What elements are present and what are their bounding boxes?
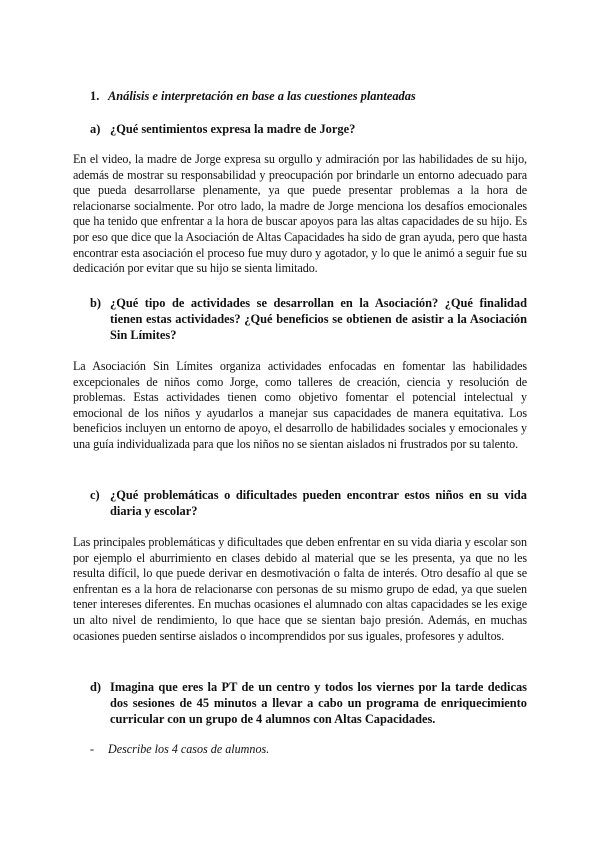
question-a bbox=[90, 121, 527, 137]
question-label: d) bbox=[90, 680, 102, 694]
question-label: a) bbox=[90, 122, 101, 136]
section-title: Análisis e interpretación en base a las cuestiones planteadas bbox=[108, 89, 416, 103]
answer-paragraph-b: La Asociación Sin Límites organiza actividades enfocadas en fomentar las habilidades excepcionales de niños como Jorge, como talleres de creación, ciencia y resolución de problemas. Estas actividades tienen como objetivo fomentar el potencial intelectual y emocional de los niños y ayudarlos a manejar sus capacidades de manera equitativa. Los beneficios incluyen un entorno de apoyo, el desarrollo de habilidades sociales y emocionales y una guía individualizada para que los niños no se sientan aislados ni frustrados por su talento. bbox=[73, 359, 527, 451]
section-heading bbox=[90, 88, 530, 104]
question-text: ¿Qué sentimientos expresa la madre de Jorge? bbox=[110, 122, 356, 136]
bullet-item bbox=[90, 742, 269, 758]
question-text: Imagina que eres la PT de un centro y todos los viernes por la tarde dedicas dos sesiones de 45 minutos a llevar a cabo un programa de enriquecimiento curricular con un grupo de 4 alumnos con Altas Capacidades. bbox=[110, 680, 527, 727]
answer-paragraph-a: En el video, la madre de Jorge expresa su orgullo y admiración por las habilidades de su hijo, además de mostrar su responsabilidad y preocupación por brindarle un entorno adecuado para que pueda desarrollarse plenamente, ya que puede presentar problemas a la hora de relacionarse socialmente. Por otro lado, la madre de Jorge menciona los desafíos emocionales que ha tenido que enfrentar a la hora de buscar apoyos para las altas capacidades de su hijo. Es por eso que dice que la Asociación de Altas Capacidades ha sido de gran ayuda, pero que hasta encontrar esta asociación el proceso fue muy duro y agotador, y lo que le animó a seguir fue su dedicación por evitar que su hijo se sienta limitado. bbox=[73, 152, 527, 276]
question-d bbox=[90, 679, 527, 728]
question-b bbox=[90, 295, 527, 344]
question-text: ¿Qué tipo de actividades se desarrollan en la Asociación? ¿Qué finalidad tienen estas actividades? ¿Qué beneficios se obtienen de asistir a la Asociación Sin Límites? bbox=[110, 296, 527, 343]
answer-paragraph-c: Las principales problemáticas y dificultades que deben enfrentar en su vida diaria y escolar son por ejemplo el aburrimiento en clases debido al material que se les presenta, ya que no les resulta difícil, lo que puede derivar en desmotivación o falta de interés. Otro desafío al que se enfrentan es a la hora de relacionarse con personas de su mismo grupo de edad, ya que suelen tener intereses diferentes. En muchas ocasiones el alumnado con altas capacidades se les exige un alto nivel de rendimiento, lo que hace que se sientan bajo presión. Además, en muchas ocasiones pueden sentirse aislados o incomprendidos por sus iguales, profesores y adultos. bbox=[73, 535, 527, 643]
bullet-dash: - bbox=[90, 742, 95, 756]
question-label: c) bbox=[90, 488, 100, 502]
question-label: b) bbox=[90, 296, 102, 310]
bullet-text: Describe los 4 casos de alumnos. bbox=[108, 742, 270, 756]
question-c bbox=[90, 487, 527, 519]
section-number: 1. bbox=[90, 89, 100, 103]
question-text: ¿Qué problemáticas o dificultades pueden encontrar estos niños en su vida diaria y escolar? bbox=[110, 488, 527, 519]
